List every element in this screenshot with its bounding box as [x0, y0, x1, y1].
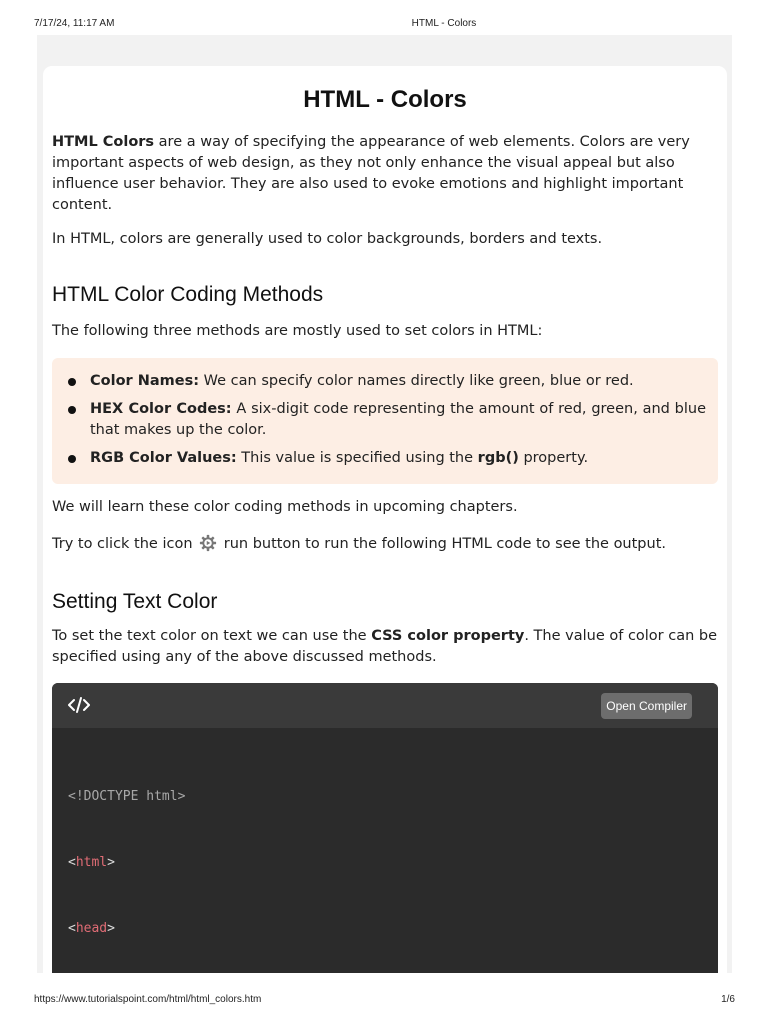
open-compiler-button[interactable]: Open Compiler: [601, 693, 692, 719]
code-block: [52, 683, 718, 973]
intro-paragraph-2: In HTML, colors are generally used to color backgrounds, borders and texts.: [52, 231, 603, 247]
print-datetime: 7/17/24, 11:17 AM: [34, 18, 115, 29]
section-lead-text-color: To set the text color on text we can use the CSS color property. The value of color can be specified using any of the above discussed methods.: [52, 628, 718, 665]
page-background: [37, 35, 732, 973]
methods-list: [66, 371, 706, 476]
intro-paragraph: [52, 132, 718, 216]
print-header: [0, 0, 768, 34]
list-item: Color Names: We can specify color names directly like green, blue or red.: [66, 371, 706, 392]
print-url: https://www.tutorialspoint.com/html/html_colors.htm: [34, 994, 262, 1005]
bullet-icon: [68, 378, 76, 386]
bullet-icon: [68, 455, 76, 463]
code-toolbar: [52, 683, 718, 728]
print-title: HTML - Colors: [411, 18, 477, 29]
intro-lead: HTML Colors: [52, 134, 155, 150]
methods-callout: [52, 358, 718, 484]
section-lead: The following three methods are mostly used to set colors in HTML:: [52, 323, 543, 339]
try-run-paragraph: Try to click the icon run button to run the following HTML code to see the output.: [52, 536, 666, 552]
bullet-icon: [68, 406, 76, 414]
list-item: HEX Color Codes: A six-digit code representing the amount of red, green, and blue that makes up the color.: [66, 399, 706, 441]
intro-text: are a way of specifying the appearance of web elements. Colors are very important aspects of web design, as they not only enhance the visual appeal but also influence user behavior. They are also used to evoke emotions and highlight important content.: [52, 134, 690, 213]
page-title: HTML - Colors: [303, 86, 467, 113]
code-line: <html>: [68, 855, 115, 870]
article-card: [43, 66, 727, 973]
print-page-number: 1/6: [721, 994, 735, 1005]
code-listing: [68, 742, 350, 973]
code-icon: [68, 696, 90, 714]
list-item: RGB Color Values: This value is specified using the rgb() property.: [66, 448, 706, 469]
code-line: <!DOCTYPE html>: [68, 789, 186, 804]
section-heading-color-coding: HTML Color Coding Methods: [52, 283, 324, 306]
methods-note: We will learn these color coding methods in upcoming chapters.: [52, 499, 518, 515]
run-gear-icon: [199, 534, 217, 552]
code-line: <head>: [68, 921, 115, 936]
section-heading-text-color: Setting Text Color: [52, 590, 218, 613]
print-footer: [0, 994, 768, 1014]
